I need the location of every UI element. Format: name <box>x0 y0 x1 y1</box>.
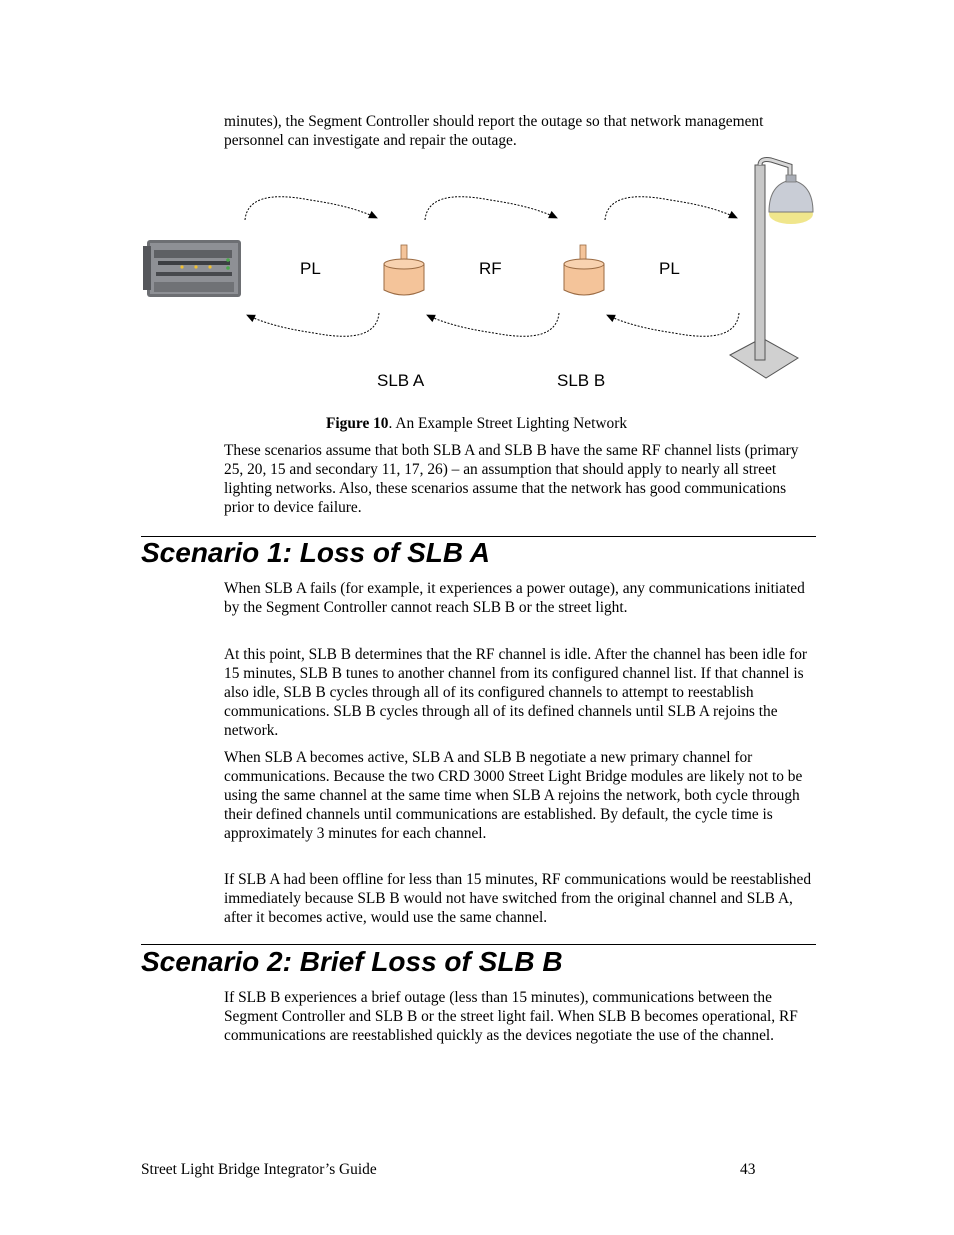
scenario2-paragraph: If SLB B experiences a brief outage (less than 15 minutes), communications between the Segment Controller and SLB B or the street light fail. When SLB B becomes operational, RF communications are reestablished quickly as the devices negotiate the use of the channel. <box>224 989 798 1044</box>
label-slb-b: SLB B <box>557 371 606 390</box>
intro-paragraph: minutes), the Segment Controller should report the outage so that network management personnel can investigate and repair the outage. <box>224 113 764 149</box>
scenario1-paragraph: If SLB A had been offline for less than 15 minutes, RF communications would be reestablished immediately because SLB B would not have switched from the original channel and SLB A, after it becomes active, would use the same channel. <box>224 871 812 926</box>
label-rf: RF <box>479 259 502 278</box>
scenario1-heading: Scenario 1: Loss of SLB A <box>141 537 491 568</box>
arc-bottom-pl-right <box>607 313 739 336</box>
label-slb-a: SLB A <box>377 371 425 390</box>
arc-top-rf <box>425 197 557 220</box>
scenario1-paragraph: At this point, SLB B determines that the RF channel is idle. After the channel has been idle for 15 minutes, SLB B tunes to another channel from its configured channel list. If that channel is also idle, SLB B cycles through all of its configured channels to attempt to reestablish communications. SLB B cycles through all of its defined channels until SLB A rejoins the network. <box>224 646 808 739</box>
street-light <box>730 160 813 378</box>
arc-bottom-pl-left <box>247 313 379 336</box>
figure-number: Figure 10 <box>325 415 389 432</box>
street-lighting-network-figure <box>0 150 954 390</box>
label-pl-left: PL <box>300 259 321 278</box>
assumptions-paragraph: These scenarios assume that both SLB A and SLB B have the same RF channel lists (primary 25, 20, 15 and secondary 11, 17, 26) – an assumption that should apply to nearly all street lighting networks. Also, these scenarios assume that the network has good communications prior to device failure. <box>224 442 799 516</box>
arc-top-pl-right <box>605 197 737 220</box>
arc-top-pl-left <box>245 197 377 220</box>
label-pl-right: PL <box>659 259 680 278</box>
footer-title: Street Light Bridge Integrator’s Guide <box>141 1161 377 1178</box>
slb-b-device <box>564 245 604 295</box>
arc-bottom-rf <box>427 313 559 336</box>
slb-a-device <box>384 245 424 295</box>
scenario1-paragraph: When SLB A fails (for example, it experiences a power outage), any communications initiated by the Segment Controller cannot reach SLB B or the street light. <box>224 580 805 616</box>
figure-caption <box>224 414 729 433</box>
segment-controller-device <box>143 240 241 297</box>
scenario2-heading: Scenario 2: Brief Loss of SLB B <box>141 946 563 977</box>
page-number: 43 <box>740 1161 756 1178</box>
section-rule <box>141 944 816 945</box>
scenario1-paragraph: When SLB A becomes active, SLB A and SLB B negotiate a new primary channel for communications. Because the two CRD 3000 Street Light Bridge modules are likely not to be using the same channel at the same time when SLB A rejoins the network, both cycle through their defined channels until communications are established. By default, the cycle time is approximately 3 minutes for each channel. <box>224 749 803 842</box>
figure-caption-text: . An Example Street Lighting Network <box>388 415 628 432</box>
